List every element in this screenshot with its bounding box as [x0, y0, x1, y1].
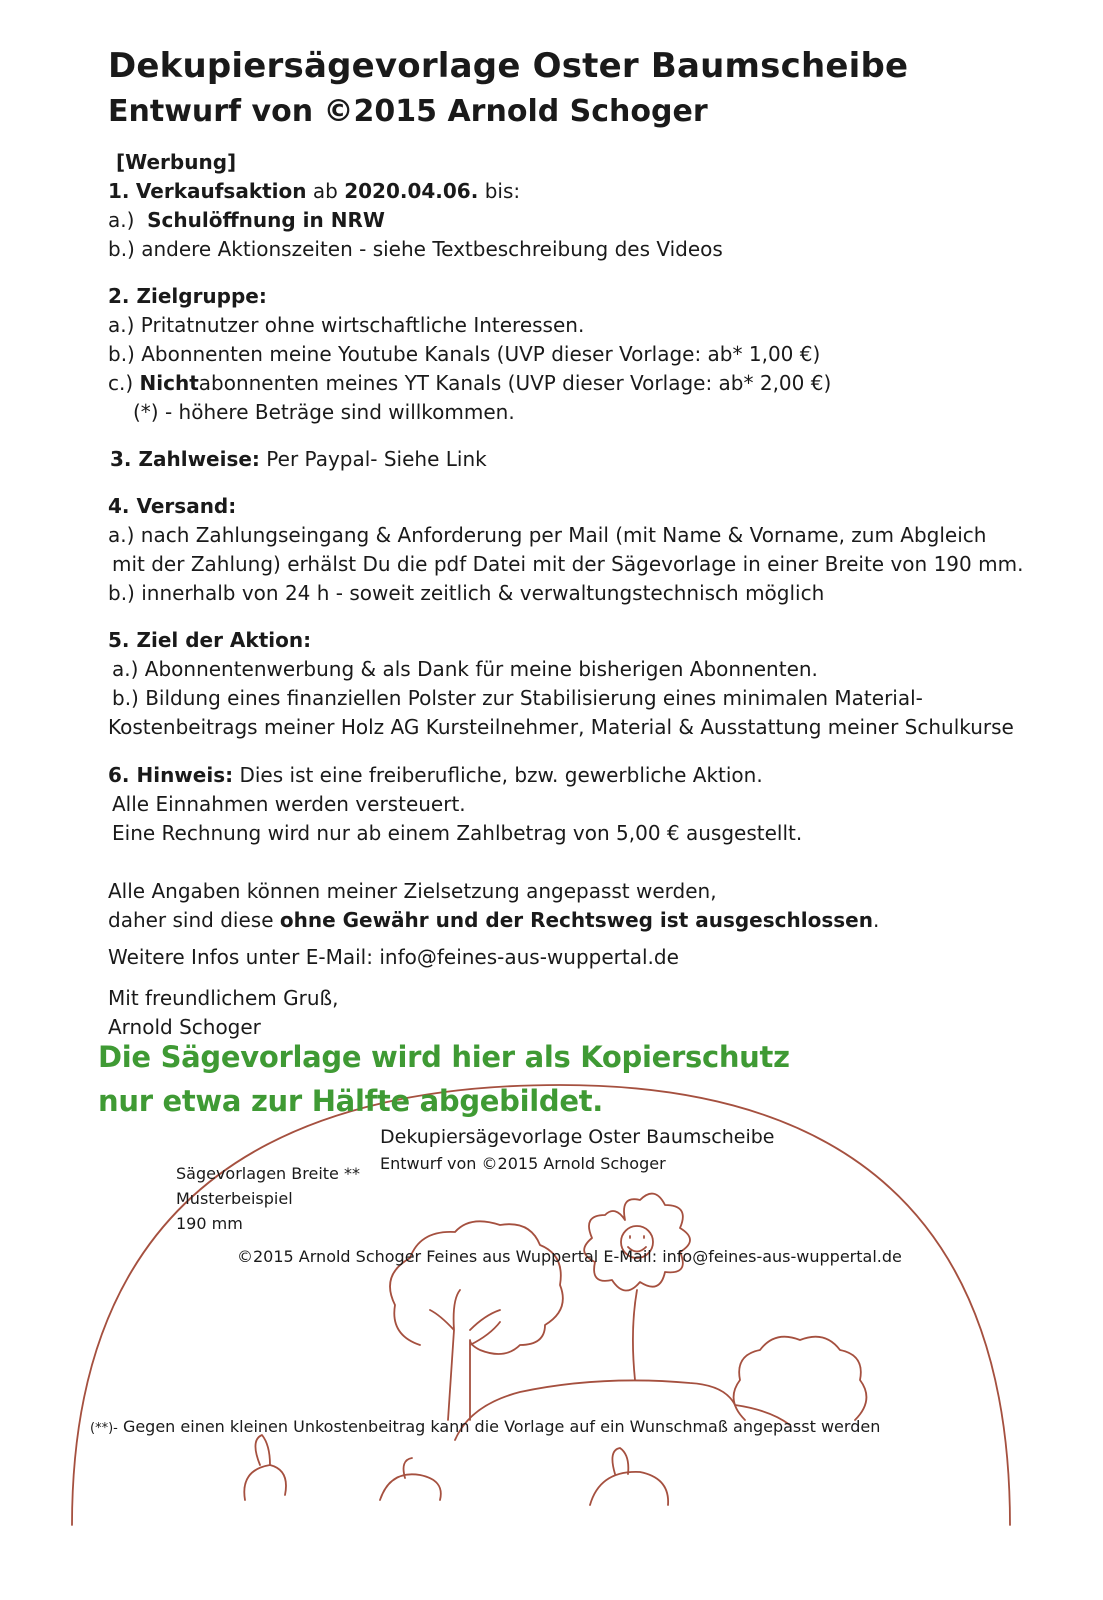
section-6-text: Dies ist eine freiberufliche, bzw. gewerbliche Aktion. — [239, 763, 763, 787]
closing-greeting: Mit freundlichem Gruß, — [108, 986, 339, 1010]
closing-line-1: Alle Angaben können meiner Zielsetzung angepasst werden, — [108, 879, 717, 903]
section-2-c-rest: abonnenten meines YT Kanals (UVP dieser Vorlage: ab* 2,00 €) — [198, 371, 832, 395]
section-1-line — [108, 179, 520, 203]
animal-middle — [380, 1458, 441, 1500]
closing-line-2-end: . — [872, 908, 880, 932]
copy-protection-notice-2: nur etwa zur Hälfte abgebildet. — [98, 1084, 604, 1118]
section-4-heading: 4. Versand: — [108, 494, 237, 518]
page-subtitle: Entwurf von ©2015 Arnold Schoger — [108, 94, 708, 129]
section-3-line — [110, 447, 487, 471]
closing-name: Arnold Schoger — [108, 1015, 261, 1039]
section-4-a1: a.) nach Zahlungseingang & Anforderung per Mail (mit Name & Vorname, zum Abgleich — [108, 523, 987, 547]
section-4-b: b.) innerhalb von 24 h - soweit zeitlich & verwaltungstechnisch möglich — [108, 581, 825, 605]
section-1-a-text: Schulöffnung in NRW — [147, 208, 385, 232]
section-1-b: b.) andere Aktionszeiten - siehe Textbeschreibung des Videos — [108, 237, 723, 261]
section-2-b: b.) Abonnenten meine Youtube Kanals (UVP dieser Vorlage: ab* 1,00 €) — [108, 342, 821, 366]
section-2-heading: 2. Zielgruppe: — [108, 284, 267, 308]
section-1-mid: ab — [312, 179, 338, 203]
template-subtitle: Entwurf von ©2015 Arnold Schoger — [380, 1154, 666, 1173]
template-note-marker: (**)- — [90, 1421, 118, 1436]
section-5-a: a.) Abonnentenwerbung & als Dank für meine bisherigen Abonnenten. — [112, 657, 818, 681]
section-5-b1: b.) Bildung eines finanziellen Polster zur Stabilisierung eines minimalen Material- — [112, 686, 923, 710]
flower — [584, 1194, 690, 1291]
closing-line-2-pre: daher sind diese — [108, 908, 274, 932]
section-2-note: (*) - höhere Beträge sind willkommen. — [133, 400, 515, 424]
template-note-text: Gegen einen kleinen Unkostenbeitrag kann die Vorlage auf ein Wunschmaß angepasst werden — [122, 1417, 881, 1436]
animal-left — [244, 1435, 286, 1500]
section-5-heading: 5. Ziel der Aktion: — [108, 628, 312, 652]
closing-line-2 — [108, 908, 879, 932]
section-6-l3: Eine Rechnung wird nur ab einem Zahlbetrag von 5,00 € ausgestellt. — [112, 821, 803, 845]
section-1-a-prefix: a.) — [108, 208, 135, 232]
section-2-a: a.) Pritatnutzer ohne wirtschaftliche Interessen. — [108, 313, 585, 337]
section-1-date: 2020.04.06. — [344, 179, 479, 203]
section-2-c-prefix: c.) — [108, 371, 134, 395]
section-1-label: Verkaufsaktion — [135, 179, 307, 203]
template-sample-label: Musterbeispiel — [176, 1189, 293, 1208]
template-footer: ©2015 Arnold Schoger Feines aus Wuppertal E-Mail: info@feines-aus-wuppertal.de — [237, 1247, 902, 1266]
section-4-a2: mit der Zahlung) erhälst Du die pdf Datei mit der Sägevorlage in einer Breite von 190 mm. — [112, 552, 1024, 576]
disc-outline — [72, 1085, 1010, 1525]
section-2-c — [108, 371, 831, 395]
section-1-number: 1. — [108, 179, 130, 203]
section-5-b2: Kostenbeitrags meiner Holz AG Kursteilnehmer, Material & Ausstattung meiner Schulkurse — [108, 715, 1014, 739]
closing-info: Weitere Infos unter E-Mail: info@feines-aus-wuppertal.de — [108, 945, 679, 969]
section-6-l2: Alle Einnahmen werden versteuert. — [112, 792, 466, 816]
template-width-value: 190 mm — [176, 1214, 243, 1233]
flower-stem — [633, 1290, 637, 1380]
template-note — [90, 1417, 880, 1436]
template-width-label: Sägevorlagen Breite ** — [176, 1164, 360, 1183]
section-2-c-bold: Nicht — [139, 371, 199, 395]
bush-right — [734, 1337, 867, 1420]
section-1-a — [108, 208, 385, 232]
section-3-heading: 3. Zahlweise: — [110, 447, 260, 471]
animal-right — [590, 1448, 668, 1505]
copy-protection-notice-1: Die Sägevorlage wird hier als Kopierschutz — [98, 1040, 790, 1074]
page-title: Dekupiersägevorlage Oster Baumscheibe — [108, 46, 909, 86]
section-6-heading: 6. Hinweis: — [108, 763, 234, 787]
closing-line-2-bold: ohne Gewähr und der Rechtsweg ist ausgeschlossen — [279, 908, 873, 932]
section-6-line — [108, 763, 763, 787]
ad-tag: [Werbung] — [116, 150, 237, 174]
section-1-end: bis: — [484, 179, 521, 203]
template-title: Dekupiersägevorlage Oster Baumscheibe — [380, 1126, 775, 1148]
section-3-text: Per Paypal- Siehe Link — [266, 447, 487, 471]
